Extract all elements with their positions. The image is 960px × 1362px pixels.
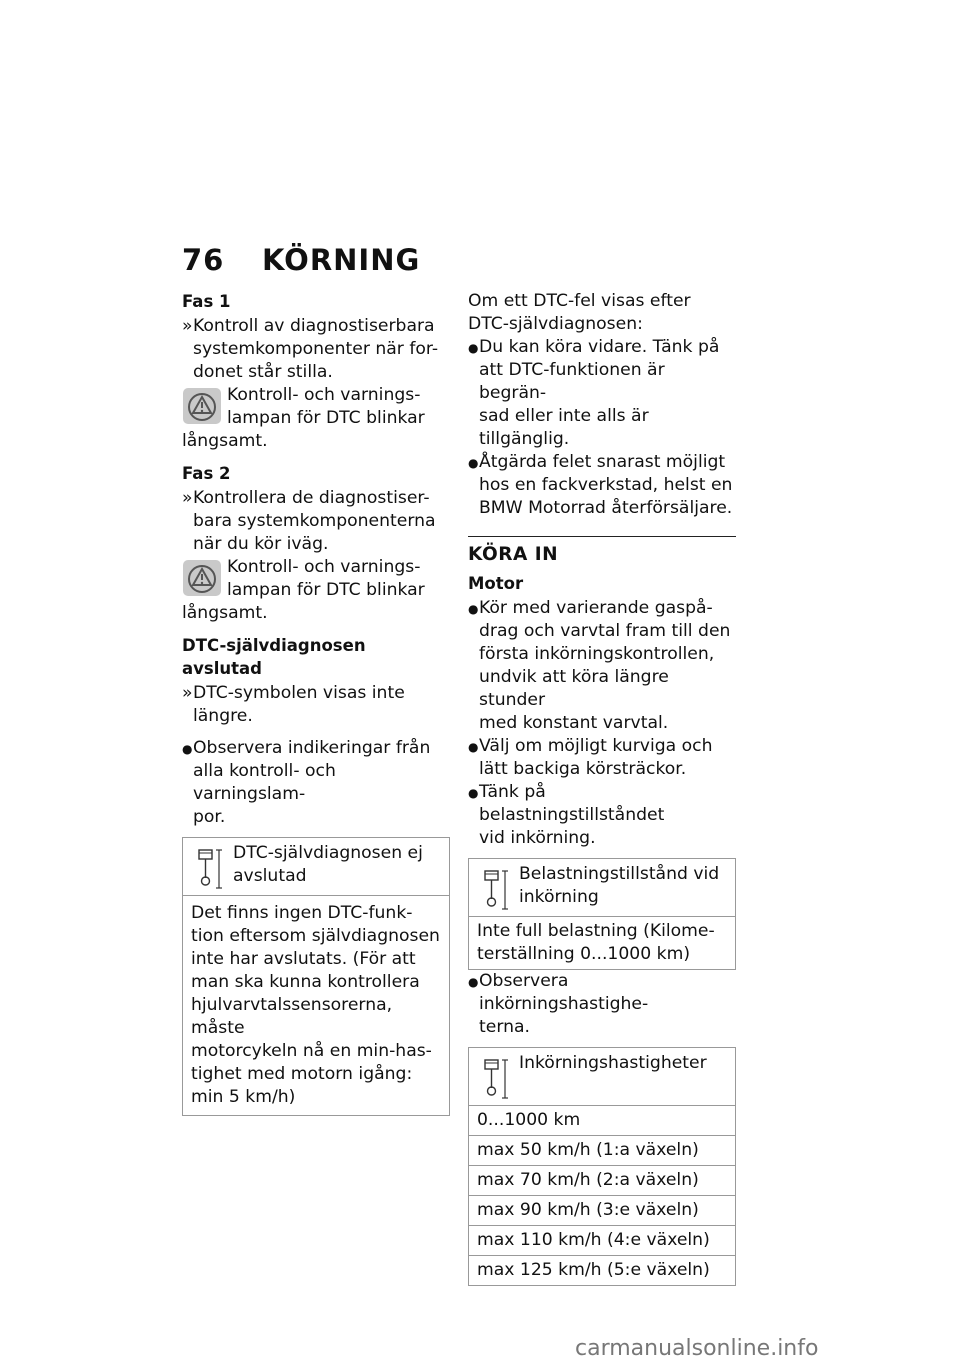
dtc-warning-lamp-icon bbox=[183, 560, 221, 596]
piston-spec-icon bbox=[483, 869, 509, 911]
drive-on-bullet bbox=[468, 336, 736, 451]
dtc-table-body-line: tighet med motorn igång: bbox=[191, 1064, 413, 1084]
bullet-line: sad eller inte alls är tillgänglig. bbox=[479, 406, 649, 449]
fas1-warning-line: långsamt. bbox=[182, 431, 268, 451]
piston-spec-icon bbox=[483, 1058, 509, 1100]
observe-line: alla kontroll- och varningslam- bbox=[193, 761, 336, 804]
bullet-line: vid inkörning. bbox=[479, 828, 596, 848]
bullet-line: Du kan köra vidare. Tänk på bbox=[479, 337, 720, 357]
section-divider bbox=[468, 536, 736, 537]
observe-line: por. bbox=[193, 807, 226, 827]
load-state-table bbox=[468, 858, 736, 970]
dtc-table-body-line: hjulvarvtalssensorerna, måste bbox=[191, 995, 393, 1038]
load-table-row-line: terställning 0...1000 km) bbox=[477, 944, 691, 964]
load-table-head-line: inkörning bbox=[519, 887, 599, 907]
fas2-item-line: när du kör iväg. bbox=[193, 534, 329, 554]
load-table-head-line: Belastningstillstånd vid bbox=[519, 864, 720, 884]
dtc-done-heading: DTC-självdiagnosen avslutad bbox=[182, 636, 366, 678]
bullet-line: med konstant varvtal. bbox=[479, 713, 669, 733]
bullet-line: första inkörningskontrollen, bbox=[479, 644, 715, 664]
observe-line: Observera indikeringar från bbox=[193, 738, 431, 758]
bullet-icon: ● bbox=[468, 456, 479, 470]
intro-line: DTC-självdiagnosen: bbox=[468, 314, 643, 334]
fas2-item-line: Kontrollera de diagnostiser- bbox=[193, 488, 430, 508]
speed-table-row: max 70 km/h (2:a växeln) bbox=[469, 1166, 735, 1196]
load-state-bullet bbox=[468, 781, 736, 850]
page-number: 76 bbox=[182, 243, 225, 277]
dtc-table-body bbox=[183, 896, 449, 1115]
result-arrow-icon: » bbox=[182, 683, 193, 703]
dtc-table-body-line: Det finns ingen DTC-funk- bbox=[191, 903, 413, 923]
bullet-line: terna. bbox=[479, 1017, 530, 1037]
result-arrow-icon: » bbox=[182, 488, 193, 508]
dtc-table-body-line: tion eftersom självdiagnosen bbox=[191, 926, 440, 946]
curvy-roads-bullet bbox=[468, 735, 736, 781]
fas2-warning-line: lampan för DTC blinkar bbox=[227, 580, 425, 600]
bullet-icon: ● bbox=[182, 742, 193, 756]
fas1-result-item bbox=[182, 315, 450, 384]
bullet-line: Åtgärda felet snarast möjligt bbox=[479, 452, 726, 472]
right-column bbox=[468, 290, 736, 1286]
fas1-item-line: donet står stilla. bbox=[193, 362, 333, 382]
speed-table-row: max 90 km/h (3:e växeln) bbox=[469, 1196, 735, 1226]
load-table-row-line: Inte full belastning (Kilome- bbox=[477, 921, 715, 941]
bullet-icon: ● bbox=[468, 341, 479, 355]
speed-table-header bbox=[469, 1048, 735, 1106]
break-in-speed-bullet bbox=[468, 970, 736, 1039]
speed-table-row: 0...1000 km bbox=[469, 1106, 735, 1136]
section-title: KÖRA IN bbox=[468, 544, 559, 565]
bullet-line: hos en fackverkstad, helst en bbox=[479, 475, 733, 495]
bullet-line: BMW Motorrad återförsäljare. bbox=[479, 498, 733, 518]
bullet-icon: ● bbox=[468, 975, 479, 989]
dtc-table-body-line: inte har avslutats. (För att bbox=[191, 949, 416, 969]
left-column bbox=[182, 290, 450, 1116]
watermark: carmanualsonline.info bbox=[575, 1336, 819, 1361]
load-table-row bbox=[469, 917, 735, 969]
motor-heading: Motor bbox=[468, 574, 524, 593]
dtc-info-table bbox=[182, 837, 450, 1116]
fas1-item-line: systemkomponenter när for- bbox=[193, 339, 439, 359]
fas1-heading: Fas 1 bbox=[182, 292, 231, 311]
fas1-item-line: Kontroll av diagnostiserbara bbox=[193, 316, 435, 336]
fas2-warning-line: långsamt. bbox=[182, 603, 268, 623]
vary-throttle-bullet bbox=[468, 597, 736, 735]
fas2-heading: Fas 2 bbox=[182, 464, 231, 483]
bullet-line: lätt backiga körsträckor. bbox=[479, 759, 687, 779]
dtc-table-body-line: man ska kunna kontrollera bbox=[191, 972, 420, 992]
bullet-line: Välj om möjligt kurviga och bbox=[479, 736, 713, 756]
dtc-table-head-line: DTC-självdiagnosen ej bbox=[233, 843, 423, 863]
fix-fault-bullet bbox=[468, 451, 736, 520]
fas2-warning bbox=[182, 556, 450, 625]
fas1-warning-line: Kontroll- och varnings- bbox=[227, 385, 421, 405]
break-in-speed-table bbox=[468, 1047, 736, 1286]
observe-bullet bbox=[182, 737, 450, 829]
bullet-line: Kör med varierande gaspå- bbox=[479, 598, 713, 618]
load-table-header bbox=[469, 859, 735, 917]
page-title: KÖRNING bbox=[262, 243, 421, 277]
bullet-icon: ● bbox=[468, 786, 479, 800]
speed-table-row: max 125 km/h (5:e växeln) bbox=[477, 1260, 710, 1280]
result-arrow-icon: » bbox=[182, 316, 193, 336]
dtc-done-line: längre. bbox=[193, 706, 253, 726]
bullet-line: Tänk på belastningstillståndet bbox=[479, 782, 665, 825]
bullet-line: undvik att köra längre stunder bbox=[479, 667, 669, 710]
fas2-result-item bbox=[182, 487, 450, 556]
fas2-item-line: bara systemkomponenterna bbox=[193, 511, 436, 531]
fas2-warning-line: Kontroll- och varnings- bbox=[227, 557, 421, 577]
speed-table-row: max 110 km/h (4:e växeln) bbox=[469, 1226, 735, 1256]
fas1-warning bbox=[182, 384, 450, 453]
bullet-icon: ● bbox=[468, 740, 479, 754]
dtc-table-body-line: min 5 km/h) bbox=[191, 1087, 296, 1107]
dtc-warning-lamp-icon bbox=[183, 388, 221, 424]
dtc-table-head-line: avslutad bbox=[233, 866, 307, 886]
speed-table-row: max 50 km/h (1:a växeln) bbox=[469, 1136, 735, 1166]
fas1-warning-line: lampan för DTC blinkar bbox=[227, 408, 425, 428]
bullet-icon: ● bbox=[468, 602, 479, 616]
dtc-done-line: DTC-symbolen visas inte bbox=[193, 683, 405, 703]
intro-line: Om ett DTC-fel visas efter bbox=[468, 291, 691, 311]
bullet-line: att DTC-funktionen är begrän- bbox=[479, 360, 665, 403]
speed-table-head: Inkörningshastigheter bbox=[519, 1053, 707, 1073]
piston-spec-icon bbox=[197, 848, 223, 890]
dtc-table-header bbox=[183, 838, 449, 896]
page-header bbox=[182, 243, 420, 277]
bullet-line: Observera inkörningshastighe- bbox=[479, 971, 649, 1014]
dtc-table-body-line: motorcykeln nå en min-has- bbox=[191, 1041, 432, 1061]
dtc-done-item bbox=[182, 682, 450, 728]
bullet-line: drag och varvtal fram till den bbox=[479, 621, 731, 641]
